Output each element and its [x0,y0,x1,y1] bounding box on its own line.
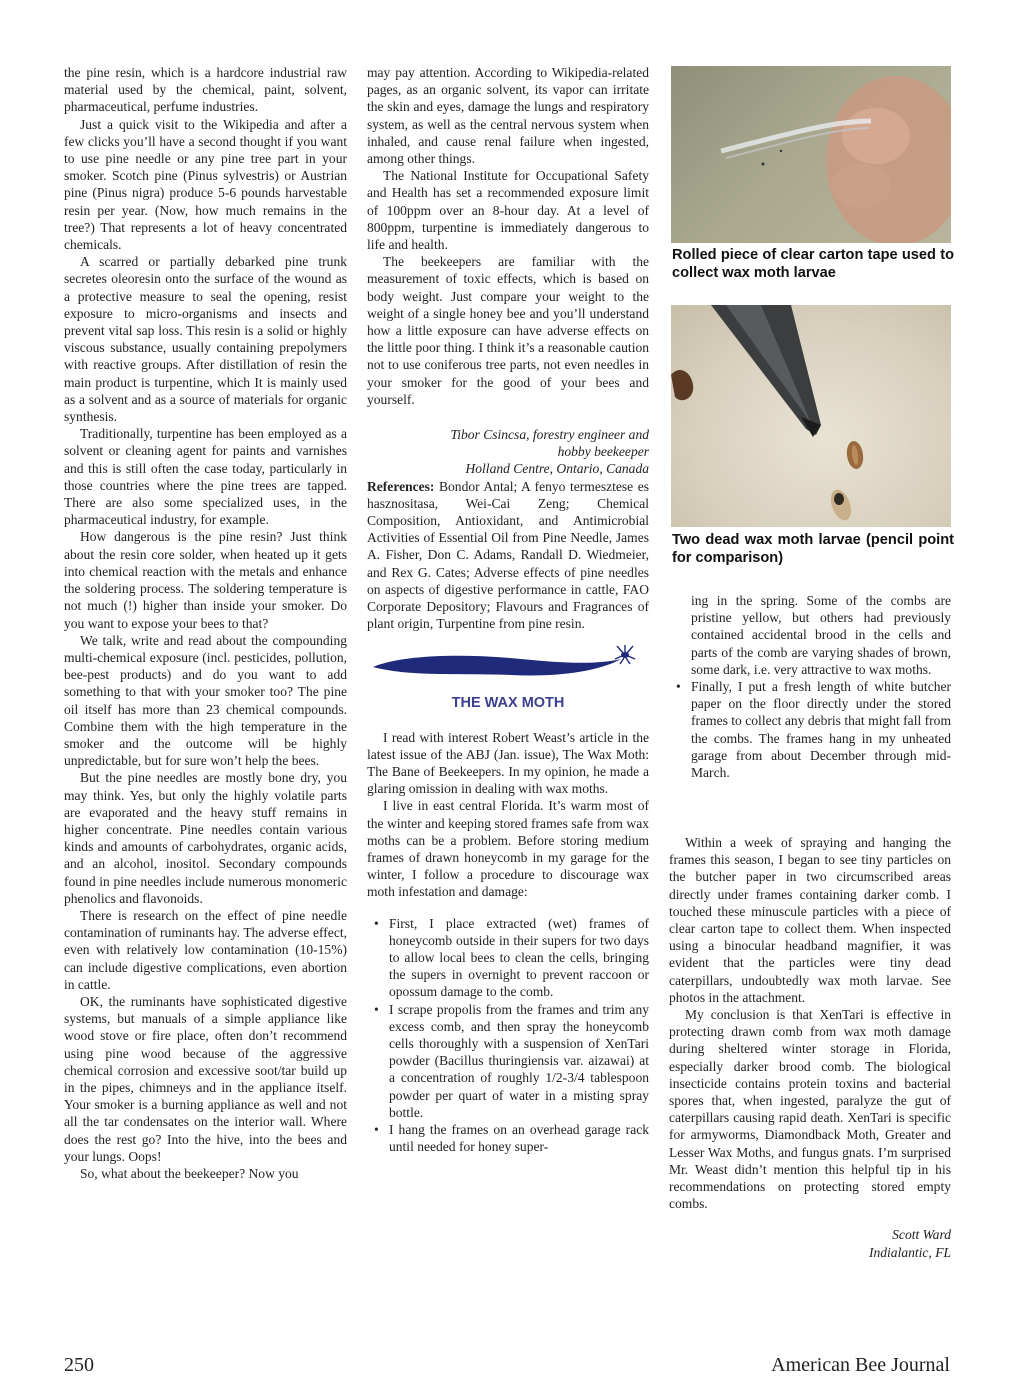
column-2 [367,64,649,1155]
column-1 [64,64,347,1182]
photo-caption: Rolled piece of clear carton tape used to collect wax moth larvae [672,247,954,281]
signature-line: Tibor Csincsa, forestry engineer and [450,427,649,443]
paragraph: Traditionally, turpentine has been employed as a solvent or cleaning agent for paints and varnishes and this is still often the case today, particularly in those countries where the pine trees are tapped. There are also some specialized uses, in the pharmaceutical industry, for example. [64,426,347,528]
photo-caption: Two dead wax moth larvae (pencil point for comparison) [672,532,954,566]
page-number: 250 [64,1354,94,1376]
list-item: • First, I place extracted (wet) frames of honeycomb outside in their supers for two days to allow local bees to clean the cells, bringing the supers in overnight to prevent raccoon or opossum damage to the comb. [367,915,649,1001]
section-title: THE WAX MOTH [451,694,565,711]
paragraph: There is research on the effect of pine needle contamination of ruminants hay. The adverse effect, even with relatively low contamination (10-15%) can include digestive complications, even abortion in cattle. [64,907,347,992]
procedure-list-continued [669,592,951,781]
paragraph: the pine resin, which is a hardcore industrial raw material used by the chemical, paint, solvent, pharmaceutical, perfume industries. [64,65,347,115]
paragraph: The beekeepers are familiar with the measurement of toxic effects, which is based on body weight. Just compare your weight to the weight of a single honey bee and you’ll understand how a little exposure can have adverse effects on the little poor thing. I think it’s a reasonable caution not to use coniferous tree parts, not even needles in your smoker for the good of your bees and yourself. [367,254,649,407]
signature-name: Scott Ward [892,1227,951,1243]
paragraph: I live in east central Florida. It’s warm most of the winter and keeping stored frames safe from wax moths can be a problem. Before storing medium frames of drawn honeycomb in my garage for the winter, I follow a procedure to discourage wax moth infestation and damage: [367,798,649,900]
wax-moth-swoosh-icon [371,643,643,689]
paragraph: How dangerous is the pine resin? Just think about the resin core solder, when heated up it gets into chemical reaction with the metals and enhance the soldering process. The soldering temperature is not much (!) higher than inside your smoker. Do you want to expose your bees to that? [64,529,347,631]
paragraph: A scarred or partially debarked pine trunk secretes oleoresin onto the surface of the wound as a protective measure to seal the opening, resist exposure to micro-organisms and insects and prevent vital sap loss. This resin is a solid or highly viscous substance, usually containing prepolymers with reactive groups. After distillation of resin the main product is turpentine, which It is mainly used as a solvent and as a source of materials for organic synthesis. [64,254,347,425]
references-label: References: [367,478,435,494]
paragraph: Just a quick visit to the Wikipedia and after a few clicks you’ll have a second thought if you want to use pine needle or any pine tree part in your smoker. Scotch pine (Pinus sylvestris) or Austrian pine (Pinus nigra) produce 5-6 pounds harvestable resin per year. (Now, how much remains in the tree?) That represents a lot of heavy concentrated chemicals. [64,116,347,253]
paragraph: So, what about the beekeeper? Now you [80,1166,299,1181]
list-item: • Finally, I put a fresh length of white butcher paper on the floor directly under the stored frames to collect any debris that might fall from the combs. The frames hang in my unheated garage from about December through mid-March. [669,678,951,781]
procedure-list [367,915,649,1156]
column-3-list-continuation [669,592,951,781]
journal-name: American Bee Journal [771,1354,950,1376]
signature-line: Holland Centre, Ontario, Canada [465,461,649,477]
list-item: • I scrape propolis from the frames and trim any excess comb, and then spray the honeycomb cells thoroughly with a suspension of XenTari powder (Bacillus thuringiensis var. aizawai) at a concentration of roughly 1/2-3/4 tablespoon powder per quart of water in a misting spray bottle. [367,1001,649,1121]
paragraph: OK, the ruminants have sophisticated digestive systems, but manuals of a simple appliance like wood stove or fire place, often don’t recommend using pine wood because of the aggressive chemical corrosion and excessive soot/tar build up in the pipes, chimneys and in the appliance itself. Your smoker is a burning appliance as well and not all the tar condensates on the interior wall. Where does the rest go? Into the hive, into the bees and your lungs. Oops! [64,993,347,1164]
photo-wax-moth-larvae [671,305,951,527]
paragraph: But the pine needles are mostly bone dry, you may think. Yes, but only the highly volatile parts are evaporated and the heavy stuff remains in higher concentrate. Pine needles contain various kinds and amounts of carbohydrates, organic acids, and an alcohol, inositol. Secondary compounds found in pine needles include numerous monomeric phenolics and flavonoids. [64,770,347,906]
paragraph: My conclusion is that XenTari is effective in protecting drawn comb from wax moth damage during sheltered winter storage in Florida, especially darker brood comb. The biological insecticide contains protein toxins and bacterial spores that, when ingested, paralyze the gut of caterpillars causing rapid death. XenTari is specific for armyworms, Diamondback Moth, Greater and Lesser Wax Moths, and fungus gnats. I’m surprised Mr. Weast didn’t mention this helpful tip in his recommendations on protecting stored empty combs. [669,1007,951,1212]
paragraph: may pay attention. According to Wikipedia-related pages, as an organic solvent, its vapor can irritate the skin and eyes, damage the lungs and respiratory system, as well as the central nervous system when inhaled, and cause renal failure when ingested, among other things. [367,65,649,167]
references [367,478,649,633]
paragraph: We talk, write and read about the compounding multi-chemical exposure (incl. pesticides, pollution, bee-pest products) and do you want to add something to that with your smoker too? The pine oil itself has more than 23 chemical compounds. Combine them with the high temperature in the smoker and the outcome will be highly unpredictable, but for sure won’t help the bees. [64,632,347,769]
list-item-continuation: ing in the spring. Some of the combs are pristine yellow, but others had previously contained accidental brood in the cells and parts of the comb are varying shades of brown, some dark, i.e. very attractive to wax moths. [691,593,951,677]
photo-carton-tape [671,66,951,243]
references-text: Bondor Antal; A fenyo termesztese es hasznositasa, Wei-Cai Zeng; Chemical Composition, Antioxidant, and Antimicrobial Activities of Essential Oil from Pine Needle, James A. Fisher, Don C. Adams, Randall D. Wiedmeier, and Rex G. Cates; Adverse effects of pine needles on aspects of digestive performance in cattle, FAO Corporate Depository; Flavours and Fragrances of plant origin, Turpentine from pine resin. [367,478,649,632]
signature-place: Indialantic, FL [868,1244,951,1260]
paragraph: The National Institute for Occupational Safety and Health has set a recommended exposure limit of 100ppm over an 8-hour day. At a level of 800ppm, turpentine is immediately dangerous to life and health. [367,168,649,253]
paragraph: I read with interest Robert Weast’s article in the latest issue of the ABJ (Jan. issue), The Wax Moth: The Bane of Beekeepers. In my opinion, he made a glaring omission in dealing with wax moths. [367,729,649,797]
list-item: • I hang the frames on an overhead garage rack until needed for honey super- [367,1121,649,1155]
signature-line: hobby beekeeper [557,444,649,460]
section-logo [367,643,649,713]
column-3-text [669,834,951,1261]
paragraph: Within a week of spraying and hanging the frames this season, I began to see tiny particles on the butcher paper in two circumscribed areas directly under frames containing darker comb. I touched these minuscule particles with a piece of clear carton tape to collect them. When inspected using a binocular headband magnifier, it was evident that the particles were tiny dead caterpillars, undoubtedly wax moth larvae. See photos in the attachment. [669,835,951,1005]
